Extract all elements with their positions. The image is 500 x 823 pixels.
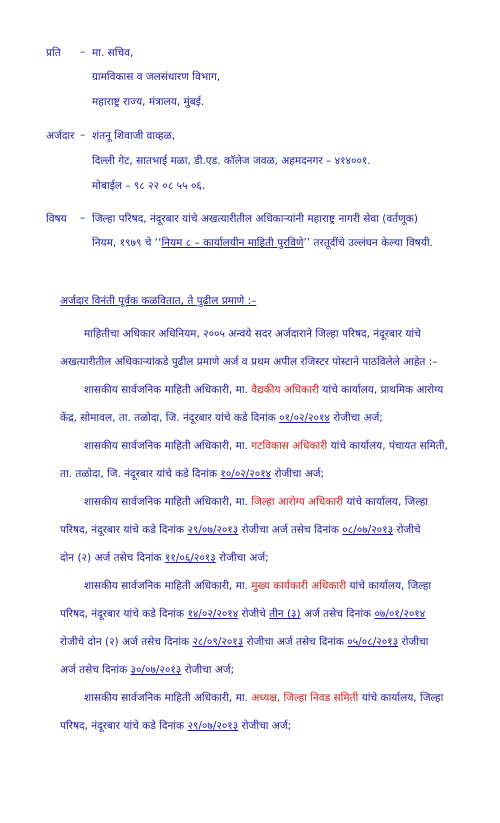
item1-post: यांचे कार्यालय, प्राथमिक आरोग्य [322, 384, 444, 396]
item3-line-3 [60, 551, 269, 565]
item2-officer: गटविकास अधिकारी [251, 440, 328, 452]
item5-text-a: परिषद, नंदूरबार यांचे कडे दिनांक [60, 720, 185, 732]
item3-officer: जिल्हा आरोग्य अधिकारी [251, 496, 344, 508]
item3-date-2: ०८/०७/२०१३ [342, 524, 394, 536]
item5-date-1: २९/०७/२०१३ [187, 720, 239, 732]
item4-line-1 [84, 579, 431, 593]
item3-line-2 [60, 523, 421, 537]
item4-text-a: परिषद, नंदूरबार यांचे कडे दिनांक [60, 608, 185, 620]
item5-line-2 [60, 719, 291, 733]
item2-post: यांचे कार्यालय, पंचायत समिती, [330, 440, 448, 452]
item1-line-1 [84, 383, 443, 397]
item4-pre: शासकीय सार्वजनिक माहिती अधिकारी, मा. [84, 580, 248, 592]
item4-count: तीन (३) [269, 608, 301, 620]
item1-line-2 [60, 411, 383, 425]
item2-date-1: १०/०२/२०१४ [220, 468, 272, 480]
item4-text-f: रोजीचा [401, 636, 429, 648]
intro-heading: अर्जदार विनंती पूर्वक कळवितात, ते पुढील प्रमाणे :– [60, 295, 257, 307]
item4-text-h: रोजीचा अर्ज; [184, 664, 235, 676]
subject-line-2 [92, 236, 433, 250]
item4-date-4: ०५/०८/२०१३ [347, 636, 399, 648]
item4-line-3 [60, 635, 428, 649]
item1-text-a: केंद्र, सोमावल, ता. तळोदा, जि. नंदूरबार यांचे कडे दिनांक [60, 412, 276, 424]
item4-date-1: १४/०२/२०१४ [187, 608, 239, 620]
to-dash: – [80, 46, 86, 58]
item3-text-d: दोन (२) अर्ज तसेच दिनांक [60, 552, 162, 564]
subject-text-a: नियम, १९७९ चे ‘‘ [92, 237, 162, 249]
item5-line-1 [84, 691, 443, 705]
subject-text-b: ’’ तरतूदींचे उल्लंघन केल्या विषयी. [303, 237, 433, 249]
item3-pre: शासकीय सार्वजनिक माहिती अधिकारी, मा. [84, 496, 248, 508]
applicant-line-2: दिल्ली गेट, सातभाई मळा, डी.एड. कॉलेज जवळ, अहमदनगर – ४१४००१. [92, 155, 371, 167]
subject-label: विषय [46, 213, 67, 225]
para1-line-1: माहितीचा अधिकार अधिनियम, २००५ अन्वये सदर अर्जदाराने जिल्हा परिषद, नंदूरबार यांचे [84, 328, 421, 340]
item2-line-1 [84, 439, 448, 453]
item4-date-5: ३०/०७/२०१३ [130, 664, 182, 676]
subject-line-1: जिल्हा परिषद, नंदूरबार यांचे अखत्यारीतील अधिकाऱ्यांनी महाराष्ट्र नागरी सेवा (वर्तणूक) [92, 213, 418, 225]
item4-text-c: अर्ज तसेच दिनांक [303, 608, 372, 620]
para1-line-2: अखत्यारीतील अधिकाऱ्यांकडे पुढील प्रमाणे अर्ज व प्रथम अपील रजिस्टर पोस्टाने पाठविलेले आहेत :– [60, 356, 438, 368]
to-line-2: ग्रामविकास व जलसंधारण विभाग, [92, 71, 221, 83]
item5-post: यांचे कार्यालय, जिल्हा [361, 692, 444, 704]
subject-rule-title: नियम ८ – कार्यालयीन माहिती पुरविणे [161, 237, 304, 249]
item4-text-d: रोजीचे दोन (२) अर्ज तसेच दिनांक [60, 636, 190, 648]
to-label: प्रति [46, 47, 61, 59]
item3-post: यांचे कार्यालय, जिल्हा [346, 496, 429, 508]
applicant-dash: – [80, 129, 86, 141]
item4-line-2 [60, 607, 425, 621]
item5-text-b: रोजीचा अर्ज; [241, 720, 292, 732]
item2-text-b: रोजीचा अर्ज; [274, 468, 325, 480]
to-line-1: मा. सचिव, [92, 47, 134, 59]
applicant-line-1: शंतनू शिवाजी वाव्हळ, [92, 130, 176, 142]
item3-text-e: रोजीचा अर्ज; [219, 552, 269, 564]
item3-text-b: रोजीचा अर्ज तसेच दिनांक [241, 524, 339, 536]
item4-text-e: रोजीचा अर्ज तसेच दिनांक [246, 636, 344, 648]
item2-pre: शासकीय सार्वजनिक माहिती अधिकारी, मा. [84, 440, 248, 452]
applicant-label: अर्जदार [46, 130, 75, 142]
item3-line-1 [84, 495, 428, 509]
item3-date-1: २९/०७/२०१३ [187, 524, 239, 536]
item4-post: यांचे कार्यालय, जिल्हा [349, 580, 432, 592]
item4-date-3: २८/०९/२०१३ [192, 636, 244, 648]
item4-officer: मुख्य कार्यकारी अधिकारी [251, 580, 347, 592]
item2-line-2 [60, 467, 324, 481]
subject-dash: – [80, 212, 86, 224]
item5-officer: अध्यक्ष, जिल्हा निवड समिती [251, 692, 359, 704]
item3-text-c: रोजीचे [396, 524, 421, 536]
item1-date-1: ०१/०२/२०१४ [279, 412, 330, 424]
item1-officer: वैद्यकीय अधिकारी [251, 384, 319, 396]
applicant-line-3: मोबाईल – ९८ २२ ०८ ५५ ०६. [92, 180, 206, 192]
item2-text-a: ता. तळोदा, जि. नंदूरबार यांचे कडे दिनांक [60, 468, 218, 480]
to-line-3: महाराष्ट्र राज्य, मंत्रालय, मुंबई. [92, 96, 205, 108]
item4-line-4 [60, 663, 234, 677]
item1-pre: शासकीय सार्वजनिक माहिती अधिकारी, मा. [84, 384, 248, 396]
item5-pre: शासकीय सार्वजनिक माहिती अधिकारी, मा. [84, 692, 248, 704]
item3-text-a: परिषद, नंदूरबार यांचे कडे दिनांक [60, 524, 185, 536]
item1-text-b: रोजीचा अर्ज; [333, 412, 383, 424]
item3-date-3: ११/०६/२०१३ [164, 552, 216, 564]
item4-text-b: रोजीचे [241, 608, 266, 620]
item4-date-2: ०७/०१/२०१४ [374, 608, 426, 620]
item4-text-g: अर्ज तसेच दिनांक [60, 664, 128, 676]
